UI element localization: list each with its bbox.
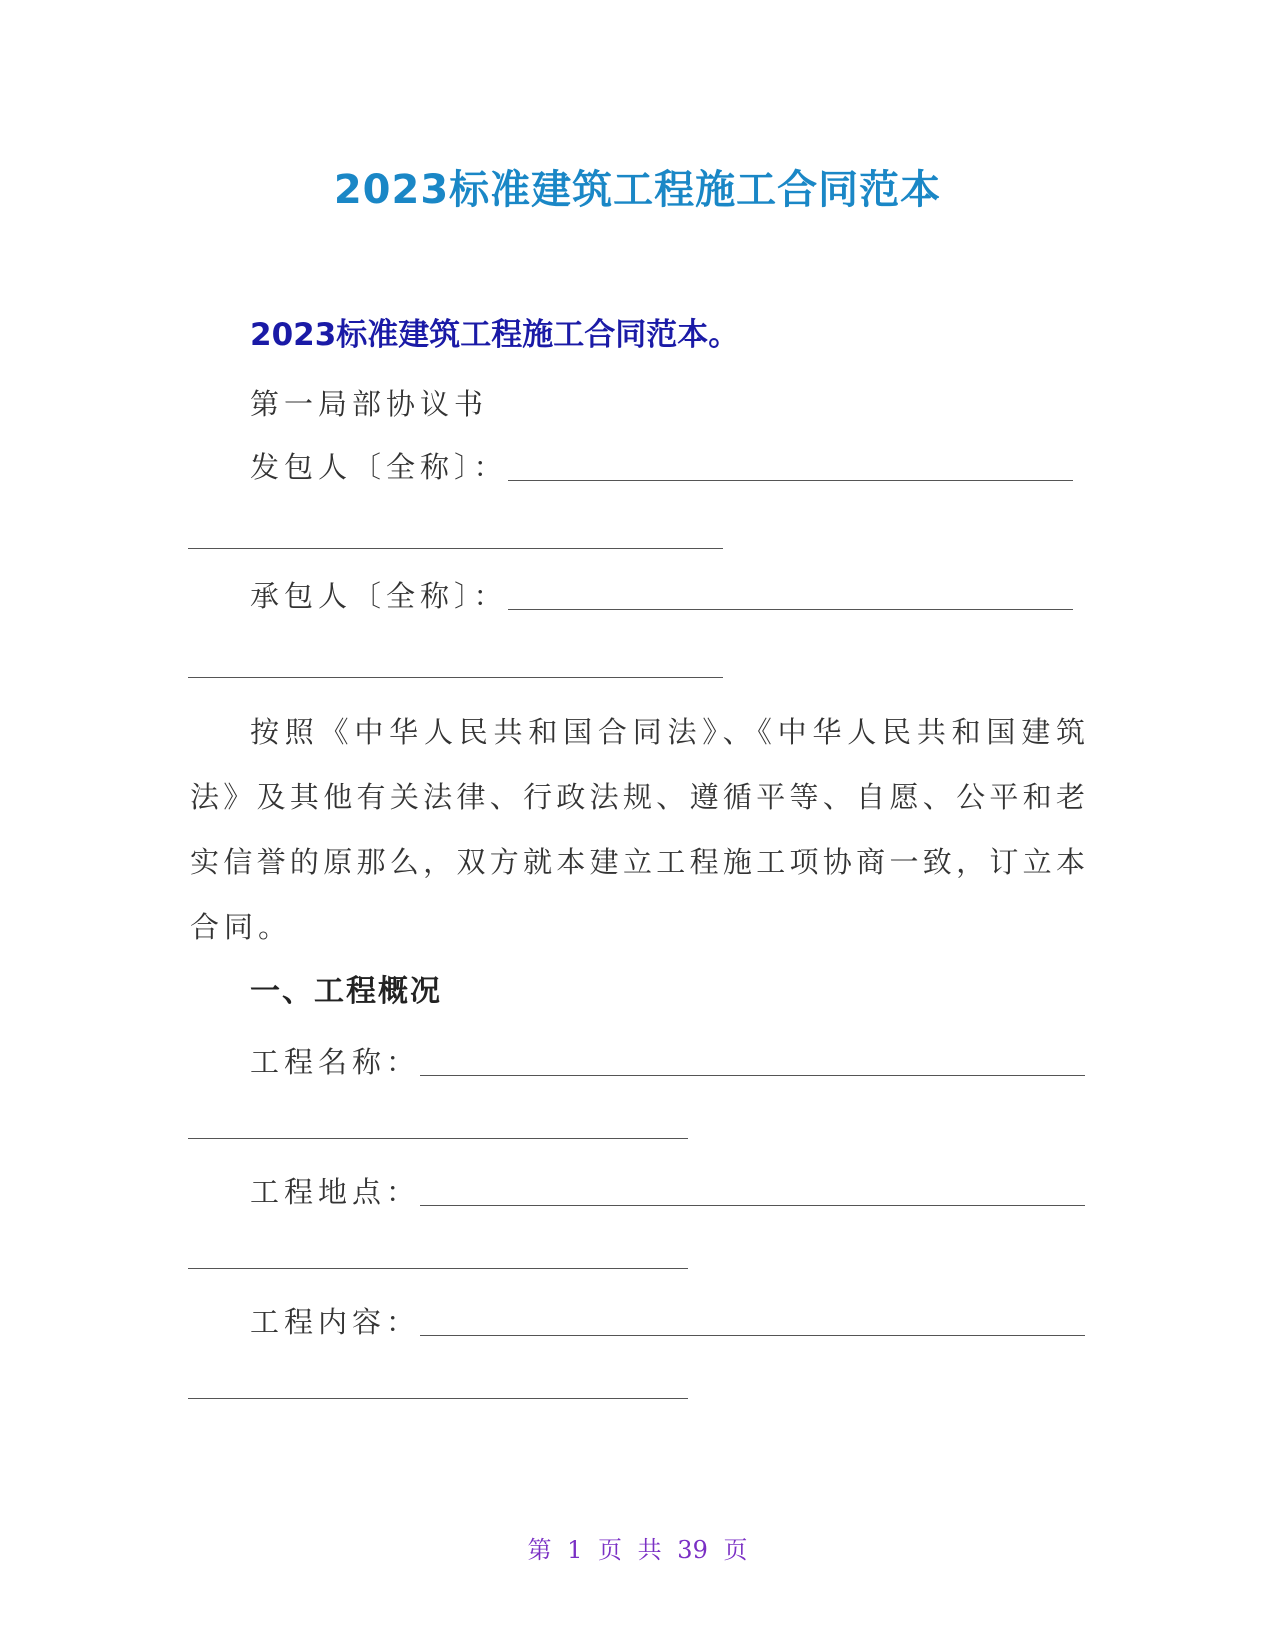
employer-blank-continuation[interactable] xyxy=(188,548,723,549)
paragraph-line: 合同。 xyxy=(190,910,293,944)
project-name-label: 工程名称： xyxy=(250,1045,421,1079)
contractor-label: 承包人〔全称〕： xyxy=(250,579,508,613)
document-title: 2023标准建筑工程施工合同范本 xyxy=(333,167,942,213)
part-heading: 第一局部协议书 xyxy=(250,387,489,421)
paragraph-line: 法》及其他有关法律、行政法规、遵循平等、自愿、公平和老 xyxy=(190,780,1085,814)
contractor-blank-continuation[interactable] xyxy=(188,677,723,678)
project-content-blank[interactable] xyxy=(420,1335,1085,1336)
section-heading: 一、工程概况 xyxy=(250,974,442,1009)
contractor-field[interactable] xyxy=(250,574,1073,615)
project-location-label: 工程地点： xyxy=(250,1175,421,1209)
document-subtitle: 2023标准建筑工程施工合同范本。 xyxy=(250,317,740,353)
paragraph-line: 按照《中华人民共和国合同法》、《中华人民共和国建筑 xyxy=(250,715,1085,749)
employer-blank[interactable] xyxy=(508,480,1073,481)
project-location-blank[interactable] xyxy=(420,1205,1085,1206)
page-number: 第 1 页 共 39 页 xyxy=(527,1536,748,1564)
project-location-field[interactable] xyxy=(250,1170,1085,1211)
preamble-paragraph xyxy=(190,700,1085,960)
project-name-field[interactable] xyxy=(250,1040,1085,1081)
project-location-blank-continuation[interactable] xyxy=(188,1268,688,1269)
project-content-blank-continuation[interactable] xyxy=(188,1398,688,1399)
employer-field[interactable] xyxy=(250,445,1073,486)
paragraph-line: 实信誉的原那么，双方就本建立工程施工项协商一致，订立本 xyxy=(190,845,1085,879)
contractor-blank[interactable] xyxy=(508,609,1073,610)
project-name-blank[interactable] xyxy=(420,1075,1085,1076)
project-name-blank-continuation[interactable] xyxy=(188,1138,688,1139)
project-content-label: 工程内容： xyxy=(250,1305,421,1339)
project-content-field[interactable] xyxy=(250,1300,1085,1341)
employer-label: 发包人〔全称〕： xyxy=(250,450,508,484)
